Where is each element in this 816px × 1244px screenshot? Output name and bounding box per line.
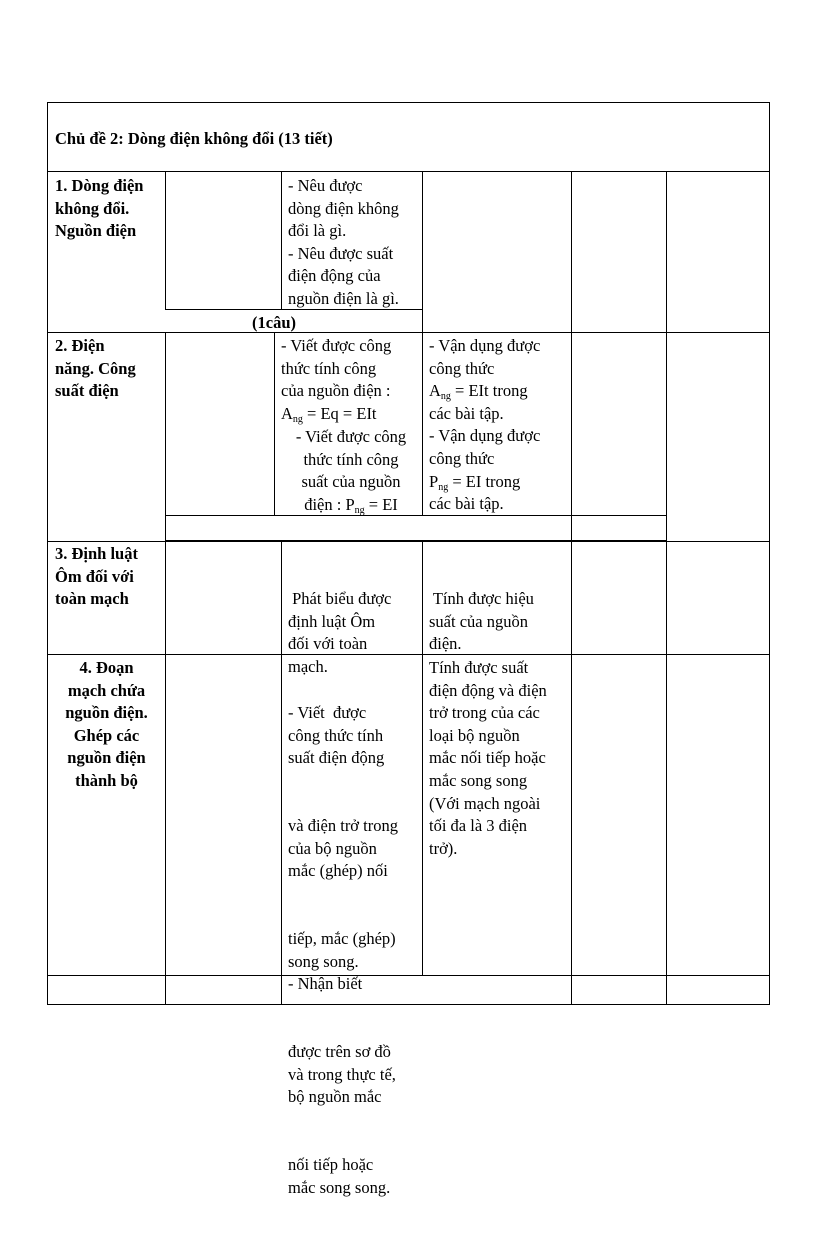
row2-understanding-power: - Viết được công thức tính công suất của nguồn điện : $P_{ng}$ = EI bbox=[281, 426, 421, 516]
row3-heading: 3. Định luật Ôm đối với toàn mạch bbox=[55, 544, 138, 609]
rule-col1 bbox=[165, 171, 166, 309]
rule-under-title bbox=[47, 171, 770, 172]
row1-understanding: - Nêu được dòng điện không đổi là gì. - Nêu được suất điện động của nguồn điện là gì. bbox=[288, 176, 399, 308]
rule-row4-bottom bbox=[47, 975, 770, 976]
row1-heading: 1. Dòng điện không đổi. Nguồn điện bbox=[55, 176, 144, 241]
rule-col1 bbox=[165, 332, 166, 1005]
rule-row3-bottom bbox=[47, 654, 770, 655]
formula-power: điện : $P_{ng}$ = EI bbox=[304, 494, 398, 516]
rule-col4 bbox=[571, 171, 572, 1005]
rule-right bbox=[769, 102, 770, 1005]
rule-row1-bottom bbox=[47, 332, 770, 333]
row2-understanding: - Viết được công thức tính công của nguồn điện : $A_{ng} = Eq$ = EIt bbox=[281, 336, 392, 425]
rule-col5 bbox=[666, 171, 667, 1005]
rule-col2 bbox=[274, 332, 275, 515]
rule-row2-bottom bbox=[47, 541, 770, 542]
topic-title: Chủ đề 2: Dòng điện không đổi (13 tiết) bbox=[55, 129, 333, 148]
rule-left bbox=[47, 102, 48, 1005]
rule-col3 bbox=[422, 541, 423, 976]
row4-understanding: - Viết được công thức tính suất điện động và điện trở trong của bộ nguồn mắc (ghép) nối tiếp, mắc (ghép) song song. - Nhận biết được trên sơ đồ và trong thực tế, bộ nguồn mắc nối tiếp hoặc mắc song song. bbox=[288, 703, 398, 1197]
row2-application: - Vận dụng được công thức $A_{ng}$ = EIt trong các bài tập. - Vận dụng được công thức $P_{ng}$ = EI trong các bài tập. bbox=[429, 336, 541, 514]
rule-table-bottom bbox=[47, 1004, 770, 1005]
row4-application: Tính được suất điện động và điện trở trong của các loại bộ nguồn mắc nối tiếp hoặc mắc song song (Với mạch ngoài tối đa là 3 điện trở). bbox=[429, 658, 547, 858]
app-formula-power: $P_{ng}$ = EI trong bbox=[429, 471, 521, 493]
rule-col3 bbox=[422, 332, 423, 515]
row3-understanding: Phát biểu được định luật Ôm đối với toàn mạch. bbox=[288, 589, 392, 676]
rule-col2 bbox=[281, 171, 282, 309]
row3-application: Tính được hiệu suất của nguồn điện. bbox=[429, 589, 534, 654]
row2-heading: 2. Điện năng. Công suất điện bbox=[55, 336, 136, 401]
formula-work: $A_{ng} = Eq$ = EIt bbox=[281, 403, 377, 425]
rule-col2 bbox=[281, 541, 282, 1005]
row4-heading: 4. Đoạn mạch chứa nguồn điện. Ghép các nguồn điện thành bộ bbox=[65, 658, 148, 790]
app-formula-work: $A_{ng}$ = EIt trong bbox=[429, 381, 528, 403]
rule-col3 bbox=[422, 171, 423, 332]
row1-question-count: (1câu) bbox=[252, 313, 296, 332]
rule-top bbox=[47, 102, 770, 103]
